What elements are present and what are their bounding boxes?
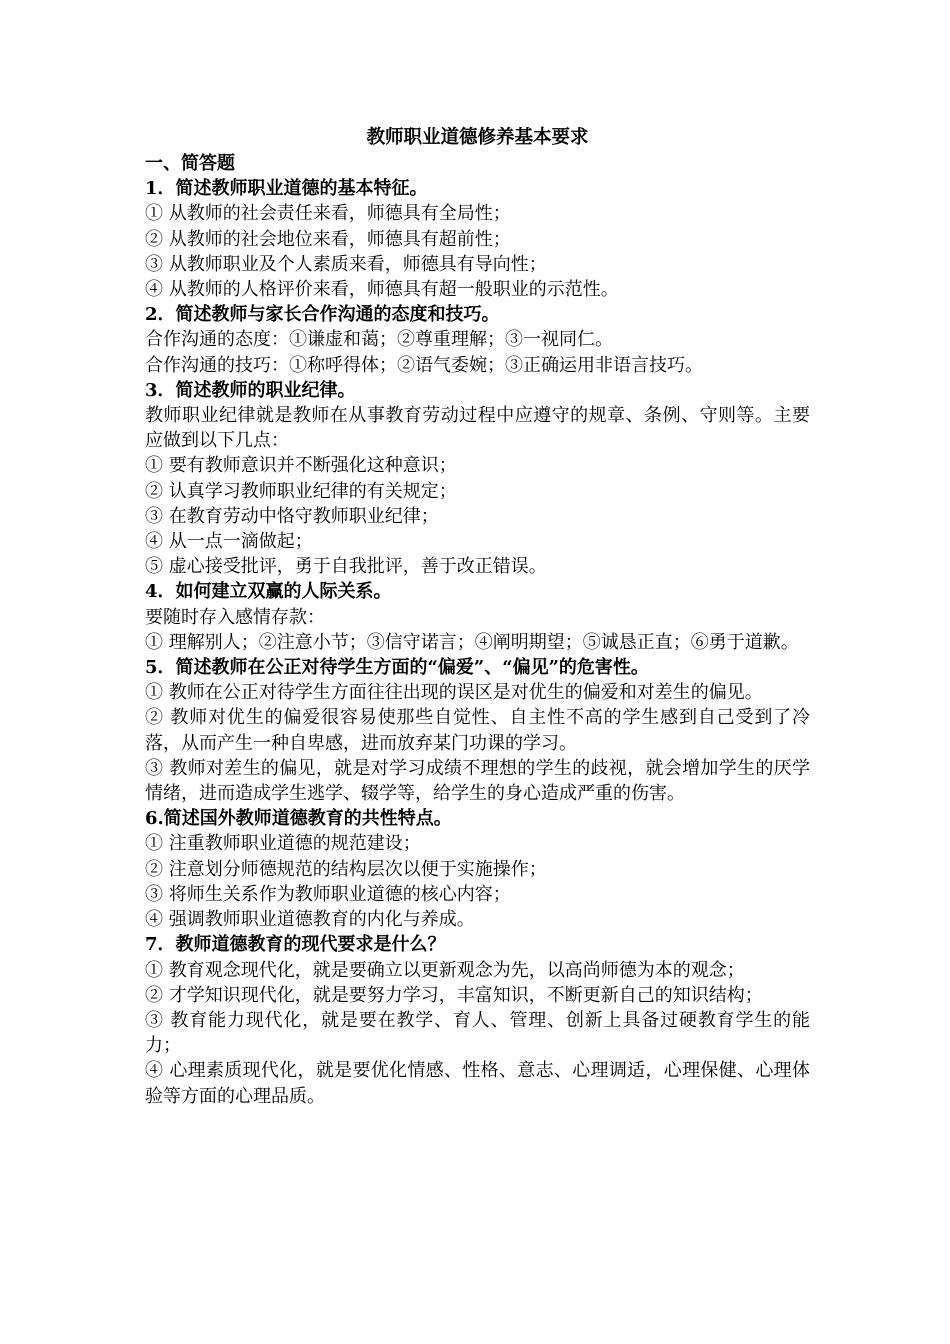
question-block (145, 579, 810, 655)
answer-line: ④ 强调教师职业道德教育的内化与养成。 (145, 909, 475, 931)
answer-line: 要随时存入感情存款： (145, 606, 325, 628)
answer-line: ① 教育观念现代化，就是要确立以更新观念为先，以高尚师德为本的观念； (145, 959, 745, 981)
answer-line: ① 从教师的社会责任来看，师德具有全局性； (145, 203, 511, 225)
answer-line: ① 要有教师意识并不断强化这种意识； (145, 455, 457, 477)
answer-line: ③ 教育能力现代化，就是要在教学、育人、管理、创新上具备过硬教育学生的能力； (145, 1009, 810, 1057)
answer-line: ③ 将师生关系作为教师职业道德的核心内容； (145, 883, 511, 905)
answer-line: ④ 从一点一滴做起； (145, 531, 313, 553)
question-block (145, 176, 810, 302)
answer-line: 合作沟通的技巧：①称呼得体；②语气委婉；③正确运用非语言技巧。 (145, 354, 703, 376)
question-heading: 6.简述国外教师道德教育的共性特点。 (145, 808, 452, 830)
question-block (145, 378, 810, 580)
question-heading: 2．简述教师与家长合作沟通的态度和技巧。 (145, 304, 500, 326)
answer-line: ② 注意划分师德规范的结构层次以便于实施操作； (145, 858, 547, 880)
answer-line: ③ 从教师职业及个人素质来看，师德具有导向性； (145, 253, 547, 275)
answer-line: ① 理解别人；②注意小节；③信守诺言；④阐明期望；⑤诚恳正直；⑥勇于道歉。 (145, 631, 799, 653)
answer-line: ③ 教师对差生的偏见，就是对学习成绩不理想的学生的歧视，就会增加学生的厌学情绪，进而造成学生逃学、辍学等，给学生的身心造成严重的伤害。 (145, 757, 810, 805)
question-heading: 5．简述教师在公正对待学生方面的“偏爱”、“偏见”的危害性。 (145, 657, 649, 679)
answer-line: ③ 在教育劳动中恪守教师职业纪律； (145, 505, 439, 527)
question-block (145, 655, 810, 806)
answer-line: ② 才学知识现代化，就是要努力学习，丰富知识，不断更新自己的知识结构； (145, 984, 763, 1006)
document-page (145, 124, 810, 1109)
question-heading: 4．如何建立双赢的人际关系。 (145, 581, 392, 603)
answer-line: ② 教师对优生的偏爱很容易使那些自觉性、自主性不高的学生感到自己受到了冷落，从而产生一种自卑感，进而放弃某门功课的学习。 (145, 707, 810, 754)
answer-line: ④ 心理素质现代化，就是要优化情感、性格、意志、心理调适，心理保健、心理体验等方面的心理品质。 (145, 1060, 810, 1107)
question-block (145, 302, 810, 378)
answer-line: ⑤ 虚心接受批评，勇于自我批评，善于改正错误。 (145, 556, 547, 578)
question-heading: 3．简述教师的职业纪律。 (145, 379, 356, 401)
answer-line: 教师职业纪律就是教师在从事教育劳动过程中应遵守的规章、条例、守则等。主要应做到以下几点： (145, 405, 810, 452)
section-heading: 一、简答题 (145, 153, 235, 174)
answer-line: ② 从教师的社会地位来看，师德具有超前性； (145, 228, 511, 250)
answer-line: ④ 从教师的人格评价来看，师德具有超一般职业的示范性。 (145, 279, 619, 301)
question-block (145, 932, 810, 1108)
answer-line: ② 认真学习教师职业纪律的有关规定； (145, 480, 457, 502)
document-title: 教师职业道德修养基本要求 (366, 127, 589, 148)
answer-line: ① 注重教师职业道德的规范建设； (145, 833, 421, 855)
question-heading: 7．教师道德教育的现代要求是什么？ (145, 934, 446, 956)
question-block (145, 806, 810, 932)
question-heading: 1．简述教师职业道德的基本特征。 (145, 178, 428, 200)
answer-line: ① 教师在公正对待学生方面往往出现的误区是对优生的偏爱和对差生的偏见。 (145, 682, 763, 704)
answer-line: 合作沟通的态度：①谦虚和蔼；②尊重理解；③一视同仁。 (145, 329, 613, 351)
